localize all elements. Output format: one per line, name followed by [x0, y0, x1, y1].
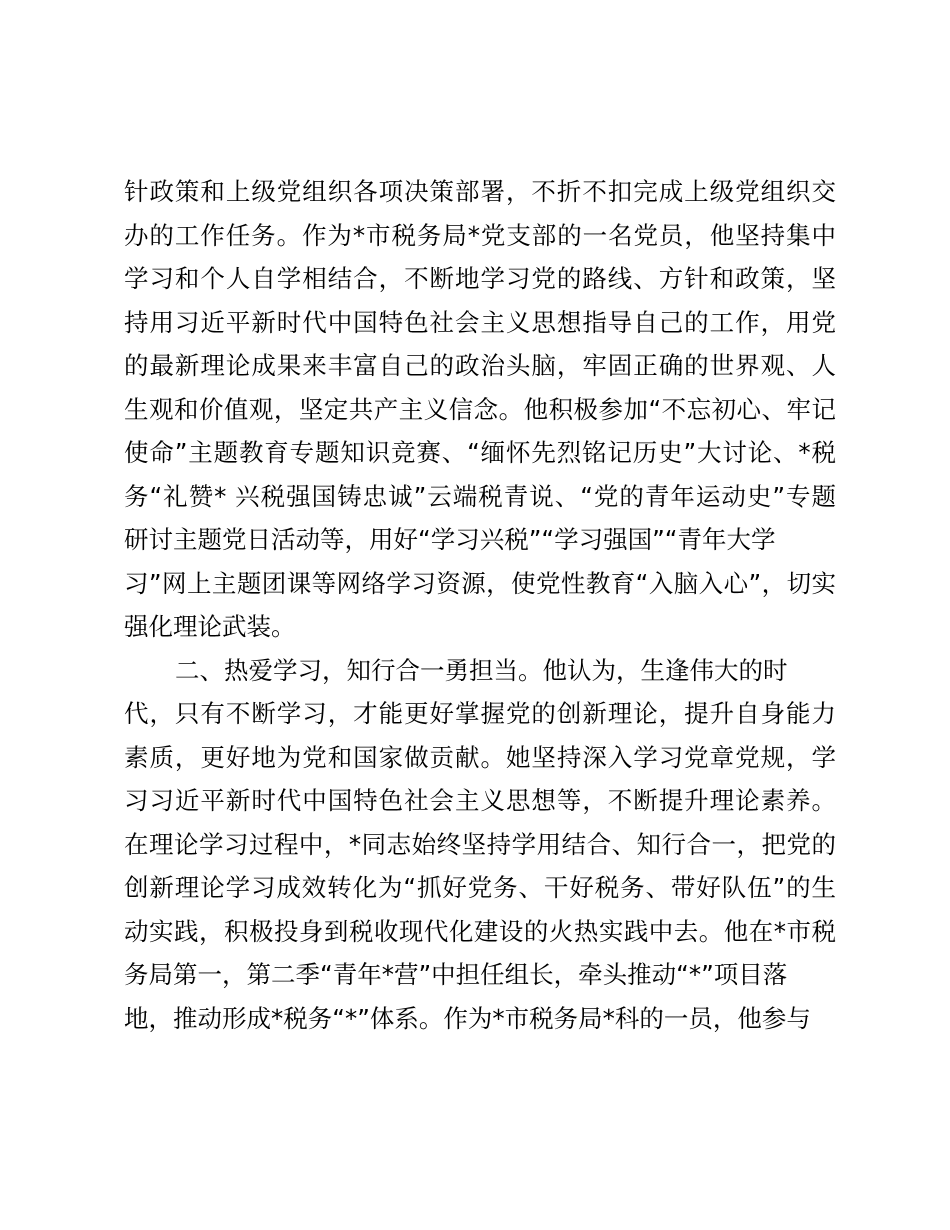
- text-line: 动实践，积极投身到税收现代化建设的火热实践中去。他在*市税: [124, 916, 836, 946]
- text-line: 创新理论学习成效转化为“抓好党务、干好税务、带好队伍”的生: [124, 873, 836, 902]
- text-line: 习”网上主题团课等网络学习资源，使党性教育“入脑入心”，切实: [124, 568, 836, 598]
- text-line: 研讨主题党日活动等，用好“学习兴税”“学习强国”“青年大学: [124, 525, 776, 554]
- text-line: 持用习近平新时代中国特色社会主义思想指导自己的工作，用党: [124, 307, 836, 337]
- text-line: 学习和个人自学相结合，不断地学习党的路线、方针和政策，坚: [124, 264, 836, 293]
- text-line: 的最新理论成果来丰富自己的政治头脑，牢固正确的世界观、人: [124, 351, 836, 380]
- text-line: 办的工作任务。作为*市税务局*党支部的一名党员，他坚持集中: [124, 220, 836, 250]
- text-line: 地，推动形成*税务“*”体系。作为*市税务局*科的一员，他参与: [124, 1003, 811, 1033]
- text-line: 务“礼赞* 兴税强国铸忠诚”云端税青说、“党的青年运动史”专题: [124, 481, 836, 511]
- text-line: 生观和价值观，坚定共产主义信念。他积极参加“不忘初心、牢记: [124, 394, 836, 424]
- text-line: 在理论学习过程中，*同志始终坚持学用结合、知行合一，把党的: [124, 829, 836, 859]
- text-line: 素质，更好地为党和国家做贡献。她坚持深入学习党章党规，学: [124, 742, 836, 772]
- body-text: [124, 170, 836, 1040]
- section-heading-line: 二、热爱学习，知行合一勇担当。他认为，生逢伟大的时: [175, 655, 788, 685]
- text-line: 针政策和上级党组织各项决策部署，不折不扣完成上级党组织交: [124, 177, 836, 206]
- text-line: 强化理论武装。: [124, 612, 296, 641]
- text-line: 代，只有不断学习，才能更好掌握党的创新理论，提升自身能力: [124, 699, 836, 728]
- text-line: 务局第一，第二季“青年*营”中担任组长，牵头推动“*”项目落: [124, 960, 788, 989]
- text-line: 习习近平新时代中国特色社会主义思想等，不断提升理论素养。: [124, 786, 836, 815]
- text-line: 使命”主题教育专题知识竞赛、“缅怀先烈铭记历史”大讨论、*税: [124, 438, 836, 467]
